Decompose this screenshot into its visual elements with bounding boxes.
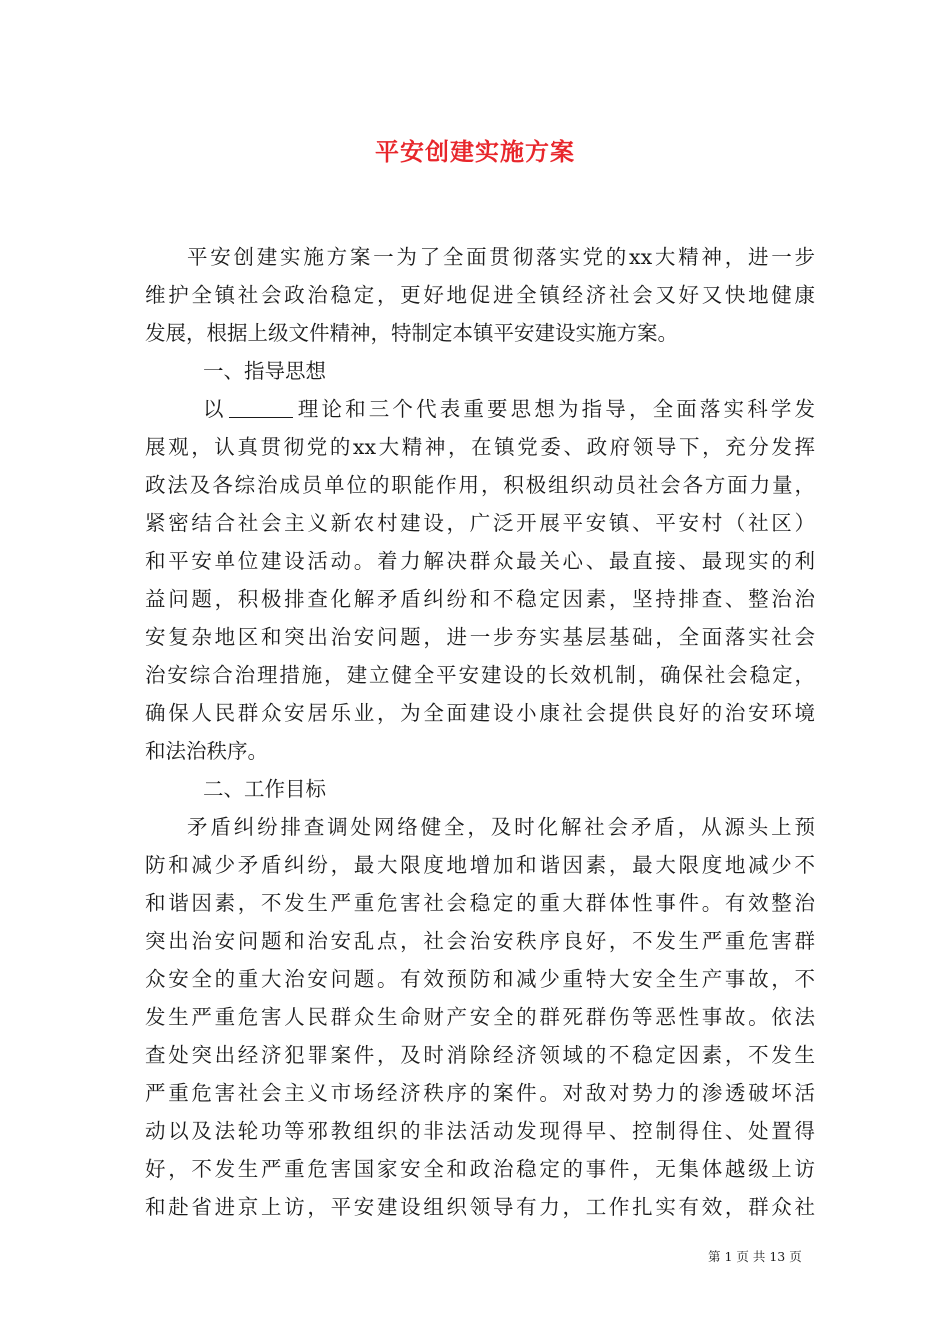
paragraph-line: 和平安单位建设活动。着力解决群众最关心、最直接、最现实的利 xyxy=(145,549,815,573)
page-title: 平安创建实施方案 xyxy=(375,137,575,166)
paragraph-line: 政法及各综治成员单位的职能作用，积极组织动员社会各方面力量， xyxy=(145,473,815,497)
paragraph-line: 紧密结合社会主义新农村建设，广泛开展平安镇、平安村（社区） xyxy=(145,511,815,535)
paragraph-line: 展观，认真贯彻党的xx大精神，在镇党委、政府领导下，充分发挥 xyxy=(145,435,815,459)
paragraph-line: 发生严重危害人民群众生命财产安全的群死群伤等恶性事故。依法 xyxy=(145,1005,815,1029)
section-heading: 二、工作目标 xyxy=(203,777,326,801)
paragraph-line: 严重危害社会主义市场经济秩序的案件。对敌对势力的渗透破坏活 xyxy=(145,1081,815,1105)
paragraph-line: 发展，根据上级文件精神，特制定本镇平安建设实施方案。 xyxy=(145,321,678,345)
paragraph-line: 好，不发生严重危害国家安全和政治稳定的事件，无集体越级上访 xyxy=(145,1157,815,1181)
line-prefix: 以 xyxy=(203,397,227,421)
paragraph-line: 平安创建实施方案一为了全面贯彻落实党的xx大精神，进一步 xyxy=(187,245,815,269)
paragraph-line: 和谐因素，不发生严重危害社会稳定的重大群体性事件。有效整治 xyxy=(145,891,815,915)
paragraph-line: 治安综合治理措施，建立健全平安建设的长效机制，确保社会稳定， xyxy=(145,663,815,687)
paragraph-line: 查处突出经济犯罪案件，及时消除经济领域的不稳定因素，不发生 xyxy=(145,1043,815,1067)
paragraph-line: 众安全的重大治安问题。有效预防和减少重特大安全生产事故，不 xyxy=(145,967,815,991)
paragraph-line: 和法治秩序。 xyxy=(145,739,268,763)
paragraph-line: 防和减少矛盾纠纷，最大限度地增加和谐因素，最大限度地减少不 xyxy=(145,853,815,877)
line-rest: 理论和三个代表重要思想为指导，全面落实科学发 xyxy=(294,397,816,421)
paragraph-line: 突出治安问题和治安乱点，社会治安秩序良好，不发生严重危害群 xyxy=(145,929,815,953)
paragraph-line: 维护全镇社会政治稳定，更好地促进全镇经济社会又好又快地健康 xyxy=(145,283,815,307)
section-heading: 一、指导思想 xyxy=(203,359,326,383)
page-number: 第 1 页 共 13 页 xyxy=(708,1249,802,1264)
paragraph-line: 和赴省进京上访，平安建设组织领导有力，工作扎实有效，群众社 xyxy=(145,1195,815,1219)
blank-underline xyxy=(229,397,293,418)
paragraph-line: 确保人民群众安居乐业，为全面建设小康社会提供良好的治安环境 xyxy=(145,701,815,725)
paragraph-line: 益问题，积极排查化解矛盾纠纷和不稳定因素，坚持排查、整治治 xyxy=(145,587,815,611)
paragraph-line: 矛盾纠纷排查调处网络健全，及时化解社会矛盾，从源头上预 xyxy=(187,815,815,839)
paragraph-line: 动以及法轮功等邪教组织的非法活动发现得早、控制得住、处置得 xyxy=(145,1119,815,1143)
paragraph-line: 安复杂地区和突出治安问题，进一步夯实基层基础，全面落实社会 xyxy=(145,625,815,649)
paragraph-line xyxy=(203,393,815,425)
